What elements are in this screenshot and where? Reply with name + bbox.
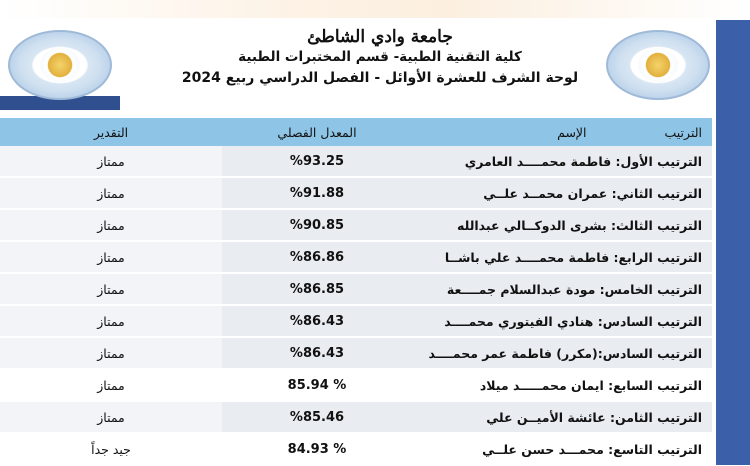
student-grade: ممتاز [0, 209, 222, 241]
table-row [0, 305, 712, 337]
table-row [0, 146, 712, 177]
student-grade: ممتاز [0, 369, 222, 401]
student-gpa: %86.86 [222, 241, 412, 273]
header-rank: الترتيب [664, 124, 702, 140]
student-name: الترتيب الثاني: عمران محمــد علــي [412, 177, 712, 209]
header-name: الإسم [557, 124, 587, 140]
table-row [0, 209, 712, 241]
table-row [0, 369, 712, 401]
student-grade: ممتاز [0, 273, 222, 305]
student-name: الترتيب الخامس: مودة عبدالسلام جمــــعة [412, 273, 712, 305]
right-side-bar [716, 20, 750, 465]
page-header [140, 26, 620, 89]
table-header-row [0, 118, 712, 146]
table-row [0, 433, 712, 465]
student-grade: ممتاز [0, 241, 222, 273]
student-gpa: % 84.93 [222, 433, 412, 465]
student-name: الترتيب التاسع: محمـــد حسن علــي [412, 433, 712, 465]
student-grade: ممتاز [0, 177, 222, 209]
honor-table [0, 118, 712, 466]
table-row [0, 241, 712, 273]
student-gpa: %86.43 [222, 337, 412, 369]
header-gpa: المعدل الفصلي [222, 118, 412, 146]
student-gpa: %85.46 [222, 401, 412, 433]
table-row [0, 273, 712, 305]
student-grade: ممتاز [0, 146, 222, 177]
student-grade: ممتاز [0, 401, 222, 433]
honor-board-title: لوحة الشرف للعشرة الأوائل - الفصل الدراسي ربيع 2024 [181, 70, 579, 86]
student-name: الترتيب السادس: هنادي الفيتوري محمــــد [412, 305, 712, 337]
student-gpa: %90.85 [222, 209, 412, 241]
student-grade: ممتاز [0, 305, 222, 337]
student-name: الترتيب الأول: فاطمة محمــــد العامري [412, 146, 712, 177]
table-row [0, 401, 712, 433]
student-name: الترتيب السابع: ايمان محمـــــد ميلاد [412, 369, 712, 401]
university-logo-icon [606, 30, 710, 100]
top-decoration [0, 0, 750, 18]
student-name: الترتيب الثامن: عائشة الأميــن علي [412, 401, 712, 433]
university-title: جامعة وادي الشاطئ [307, 27, 453, 47]
header-rank-name [412, 118, 712, 146]
student-name: الترتيب الرابع: فاطمة محمــــد علي باشــا [412, 241, 712, 273]
student-grade: جيد جداً [0, 433, 222, 465]
faculty-title: كلية التقنية الطبية- قسم المختبرات الطبية [238, 49, 522, 65]
student-gpa: %91.88 [222, 177, 412, 209]
student-gpa: %93.25 [222, 146, 412, 177]
student-gpa: %86.85 [222, 273, 412, 305]
student-gpa: %86.43 [222, 305, 412, 337]
faculty-logo-icon [8, 30, 112, 100]
student-name: الترتيب الثالث: بشرى الدوكــالي عبدالله [412, 209, 712, 241]
table-row [0, 337, 712, 369]
header-grade: التقدير [0, 118, 222, 146]
student-name: الترتيب السادس:(مكرر) فاطمة عمر محمــــد [412, 337, 712, 369]
student-grade: ممتاز [0, 337, 222, 369]
table-row [0, 177, 712, 209]
student-gpa: % 85.94 [222, 369, 412, 401]
